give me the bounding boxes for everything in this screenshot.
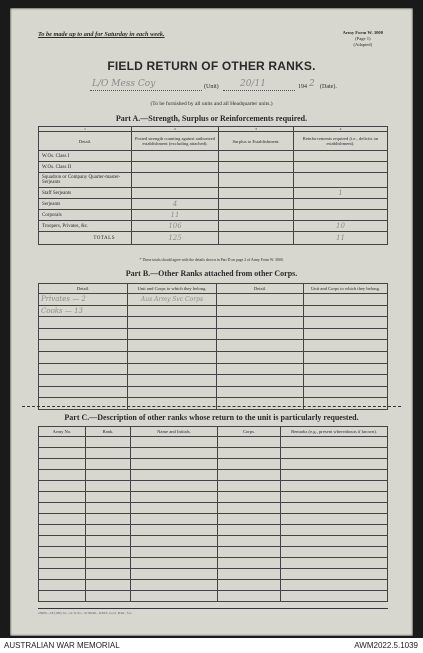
surplus-cell (219, 173, 294, 188)
blank-cell (39, 459, 86, 470)
col-detail: Detail. (39, 132, 132, 151)
form-code-block (343, 30, 383, 48)
blank-cell (281, 580, 388, 591)
blank-cell (217, 363, 304, 375)
table-row (39, 173, 388, 188)
table-row (39, 481, 388, 492)
blank-cell (128, 386, 217, 398)
reinf-cell (294, 162, 388, 173)
blank-cell (217, 398, 304, 410)
part-b-heading: Part B.—Other Ranks attached from other Corps. (125, 269, 298, 278)
blank-cell (39, 398, 128, 410)
blank-cell (128, 351, 217, 363)
table-row (39, 351, 388, 363)
table-row (39, 188, 388, 199)
blank-cell (131, 514, 218, 525)
blank-cell (218, 536, 281, 547)
strength-cell (132, 162, 219, 173)
col-detail-2: Detail. (217, 284, 304, 294)
blank-cell (39, 492, 86, 503)
table-row (39, 437, 388, 448)
form-code: Army Form W. 3000 (342, 30, 383, 35)
blank-cell (217, 386, 304, 398)
unit-label: (Unit) (204, 84, 219, 90)
reinf-cell: 1 (294, 188, 388, 199)
detail-cell: Cooks — 13 (39, 305, 128, 317)
date-handwritten: 20/11 (240, 79, 266, 89)
year-prefix: 194 (298, 84, 307, 90)
row-label: Serjeants (39, 199, 132, 210)
blank-cell (86, 558, 131, 569)
blank-cell (131, 569, 218, 580)
blank-cell (86, 470, 131, 481)
table-row (39, 151, 388, 162)
blank-cell (131, 558, 218, 569)
blank-cell (86, 448, 131, 459)
reinf-cell (294, 151, 388, 162)
table-row (39, 386, 388, 398)
blank-cell (128, 375, 217, 387)
blank-cell (217, 375, 304, 387)
blank-cell (304, 328, 388, 340)
blank-cell (39, 328, 128, 340)
total-reinf: 11 (294, 232, 388, 245)
col-corps: Corps. (218, 427, 281, 437)
blank-cell (39, 448, 86, 459)
blank-cell (281, 525, 388, 536)
blank-cell (39, 340, 128, 352)
part-a-table (38, 126, 388, 245)
detail-cell (217, 305, 304, 317)
blank-cell (218, 437, 281, 448)
blank-cell (217, 317, 304, 329)
page-title: FIELD RETURN OF OTHER RANKS. (107, 59, 316, 73)
blank-cell (39, 470, 86, 481)
col-army-no: Army No. (39, 427, 86, 437)
blank-cell (281, 481, 388, 492)
blank-cell (39, 514, 86, 525)
unit-date-line (90, 79, 360, 94)
table-row (39, 375, 388, 387)
row-label: W.Os. Class II (39, 162, 132, 173)
blank-cell (131, 437, 218, 448)
col-strength: Posted strength counting against authorized establishment (excluding attached). (132, 132, 219, 151)
surplus-cell (219, 162, 294, 173)
table-row (39, 340, 388, 352)
totals-label: TOTALS (39, 232, 132, 245)
strength-cell: 4 (132, 199, 219, 210)
reinf-cell (294, 173, 388, 188)
weekly-note: To be made up to and for Saturday in each week. (38, 31, 165, 38)
blank-cell (281, 492, 388, 503)
perforation-line (22, 406, 401, 407)
table-row (39, 328, 388, 340)
date-label: (Date). (320, 84, 337, 90)
row-label: Squadron or Company Quarter-master-Serjeants (39, 173, 132, 188)
total-strength: 125 (132, 232, 219, 245)
blank-cell (281, 503, 388, 514)
blank-cell (86, 459, 131, 470)
strength-cell (132, 188, 219, 199)
form-paper (10, 8, 413, 636)
surplus-cell (219, 210, 294, 221)
table-row (39, 210, 388, 221)
blank-cell (39, 558, 86, 569)
blank-cell (131, 459, 218, 470)
blank-cell (131, 503, 218, 514)
blank-cell (39, 547, 86, 558)
blank-cell (39, 580, 86, 591)
part-c-table (38, 426, 388, 602)
unit-cell: Aus Army Svc Corps (128, 294, 217, 306)
totals-row (39, 232, 388, 245)
table-row (39, 525, 388, 536)
blank-cell (281, 569, 388, 580)
strength-cell: 11 (132, 210, 219, 221)
blank-cell (86, 481, 131, 492)
col-number: 3 (219, 127, 294, 132)
blank-cell (128, 317, 217, 329)
strength-cell (132, 173, 219, 188)
blank-cell (39, 375, 128, 387)
blank-cell (218, 470, 281, 481)
blank-cell (218, 459, 281, 470)
subtitle: (To be furnished by all units and all Headquarter units.) (150, 101, 273, 107)
blank-cell (281, 514, 388, 525)
blank-cell (86, 525, 131, 536)
surplus-cell (219, 199, 294, 210)
table-row (39, 448, 388, 459)
row-label: Corporals (39, 210, 132, 221)
reinf-cell (294, 199, 388, 210)
blank-cell (39, 591, 86, 602)
blank-cell (86, 536, 131, 547)
col-number: 2 (132, 127, 219, 132)
reinf-cell: 10 (294, 221, 388, 232)
col-rank: Rank. (86, 427, 131, 437)
table-row (39, 492, 388, 503)
table-row (39, 569, 388, 580)
table-row (39, 305, 388, 317)
col-surplus: Surplus to Establishment. (219, 132, 294, 151)
table-row (39, 580, 388, 591)
blank-cell (281, 437, 388, 448)
surplus-cell (219, 151, 294, 162)
blank-cell (304, 386, 388, 398)
row-label: Troopers, Privates, &c. (39, 221, 132, 232)
blank-cell (86, 514, 131, 525)
archive-id: AWM2022.5.1039 (354, 641, 418, 650)
blank-cell (218, 514, 281, 525)
blank-cell (39, 363, 128, 375)
strength-cell (132, 151, 219, 162)
strength-cell: 106 (132, 221, 219, 232)
table-row (39, 514, 388, 525)
blank-cell (218, 448, 281, 459)
col-unit-corps: Unit and Corps to which they belong. (128, 284, 217, 294)
table-row (39, 470, 388, 481)
blank-cell (218, 492, 281, 503)
unit-cell (128, 305, 217, 317)
header-row (39, 284, 388, 294)
blank-cell (39, 437, 86, 448)
detail-cell (217, 294, 304, 306)
blank-cell (131, 547, 218, 558)
blank-cell (281, 470, 388, 481)
blank-cell (131, 470, 218, 481)
row-label: Staff Serjeants (39, 188, 132, 199)
part-a-heading: Part A.—Strength, Surplus or Reinforcements required. (115, 114, 308, 123)
col-name: Name and Initials. (131, 427, 218, 437)
blank-cell (86, 503, 131, 514)
blank-cell (281, 591, 388, 602)
table-row (39, 199, 388, 210)
col-reinforcements: Reinforcements required (i.e., deficits on establishment). (294, 132, 388, 151)
blank-cell (304, 398, 388, 410)
part-c-heading: Part C.—Description of other ranks whose return to the unit is particularly requested. (64, 413, 359, 422)
blank-cell (304, 317, 388, 329)
table-row (39, 221, 388, 232)
table-row (39, 317, 388, 329)
unit-cell (304, 294, 388, 306)
blank-cell (39, 525, 86, 536)
unit-handwritten: L/O Mess Coy (92, 79, 156, 89)
archive-name: AUSTRALIAN WAR MEMORIAL (4, 641, 120, 650)
blank-cell (218, 569, 281, 580)
blank-cell (281, 558, 388, 569)
blank-cell (217, 340, 304, 352)
col-unit-corps-2: Unit and Corps to which they belong. (304, 284, 388, 294)
surplus-cell (219, 188, 294, 199)
table-row (39, 558, 388, 569)
total-surplus (219, 232, 294, 245)
col-detail: Detail. (39, 284, 128, 294)
blank-cell (86, 437, 131, 448)
table-row (39, 591, 388, 602)
blank-cell (86, 492, 131, 503)
table-row (39, 162, 388, 173)
blank-cell (304, 351, 388, 363)
blank-cell (131, 481, 218, 492)
blank-cell (39, 351, 128, 363)
blank-cell (218, 481, 281, 492)
year-handwritten: 2 (309, 79, 315, 89)
col-remarks: Remarks (e.g., present whereabouts if known). (281, 427, 388, 437)
table-row (39, 536, 388, 547)
blank-cell (86, 580, 131, 591)
blank-cell (131, 580, 218, 591)
blank-cell (304, 375, 388, 387)
table-row (39, 503, 388, 514)
table-row (39, 547, 388, 558)
col-number: 1 (39, 127, 132, 132)
archive-caption-bar (0, 638, 423, 653)
blank-cell (304, 363, 388, 375)
detail-cell: Privates — 2 (39, 294, 128, 306)
blank-cell (217, 328, 304, 340)
part-b-table (38, 283, 388, 410)
blank-cell (39, 569, 86, 580)
blank-cell (218, 503, 281, 514)
unit-cell (304, 305, 388, 317)
header-row (39, 427, 388, 437)
surplus-cell (219, 221, 294, 232)
blank-cell (39, 386, 128, 398)
row-label: W.Os. Class I (39, 151, 132, 162)
header-row (39, 132, 388, 151)
print-code: 25603—18 (100) 14—11/11/41—W 86/46—P.M.S. Govt. Print., S.L. (38, 611, 133, 615)
blank-cell (131, 536, 218, 547)
blank-cell (39, 481, 86, 492)
blank-cell (128, 398, 217, 410)
blank-cell (218, 547, 281, 558)
table-row (39, 398, 388, 410)
blank-cell (128, 328, 217, 340)
blank-cell (131, 448, 218, 459)
totals-note: * These totals should agree with the details shown in Part D on page 2 of Army Form W. 3000. (139, 258, 284, 262)
blank-cell (86, 591, 131, 602)
blank-cell (218, 558, 281, 569)
blank-cell (128, 363, 217, 375)
adapted-label: (Adapted) (353, 42, 373, 47)
blank-cell (218, 580, 281, 591)
blank-cell (218, 525, 281, 536)
blank-cell (217, 351, 304, 363)
blank-cell (86, 547, 131, 558)
blank-cell (281, 448, 388, 459)
blank-cell (39, 317, 128, 329)
blank-cell (86, 569, 131, 580)
blank-cell (131, 525, 218, 536)
blank-cell (131, 492, 218, 503)
blank-cell (218, 591, 281, 602)
blank-cell (281, 536, 388, 547)
blank-cell (281, 547, 388, 558)
blank-cell (131, 591, 218, 602)
table-row (39, 294, 388, 306)
blank-cell (128, 340, 217, 352)
reinf-cell (294, 210, 388, 221)
footer-rule (38, 608, 388, 609)
blank-cell (304, 340, 388, 352)
table-row (39, 363, 388, 375)
col-number: 4 (294, 127, 388, 132)
table-row (39, 459, 388, 470)
page-number: (Page 1) (355, 36, 371, 41)
blank-cell (39, 503, 86, 514)
blank-cell (281, 459, 388, 470)
blank-cell (39, 536, 86, 547)
